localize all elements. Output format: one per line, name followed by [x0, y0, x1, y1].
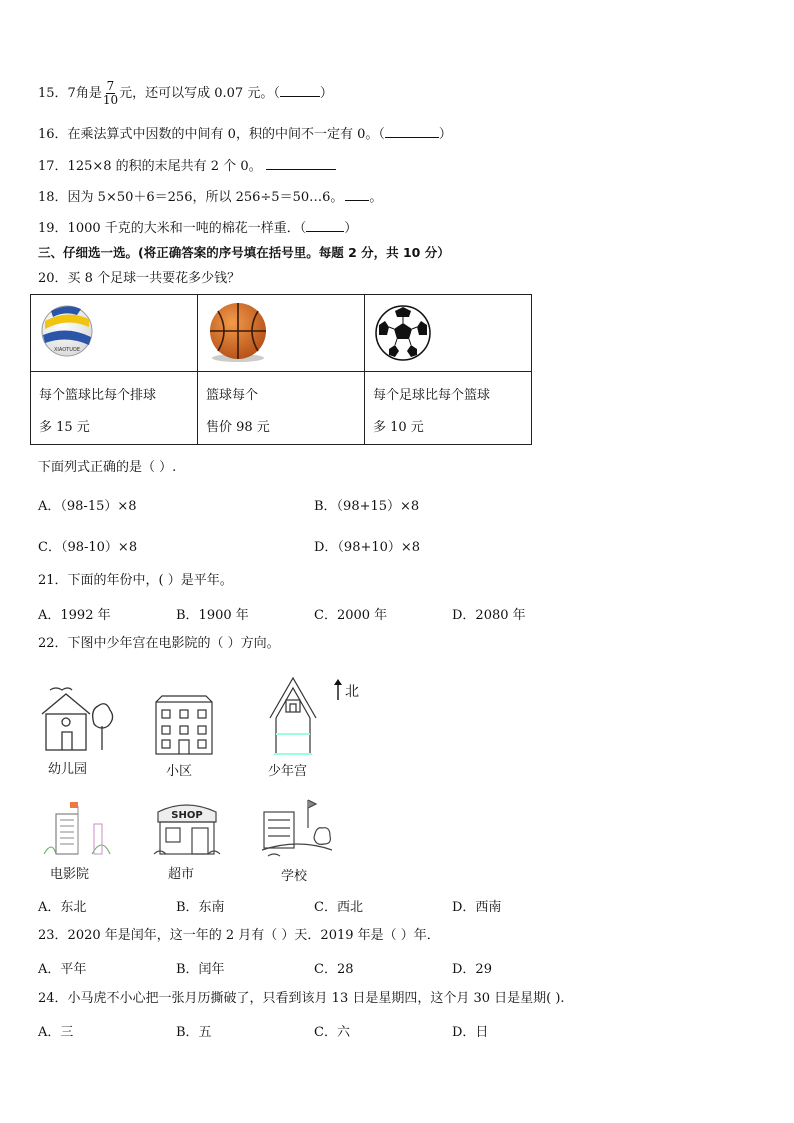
- volleyball-info-line1: 每个篮球比每个排球: [39, 388, 157, 403]
- q23-option-a[interactable]: A．平年: [38, 962, 87, 977]
- basketball-info-line1: 篮球每个: [206, 388, 259, 403]
- basketball-info-line2: 售价 98 元: [206, 420, 270, 435]
- section-3-heading: 三、仔细选一选。(将正确答案的序号填在括号里。每题 2 分，共 10 分）: [38, 245, 450, 260]
- volleyball-cell: [31, 295, 198, 372]
- q20-option-b[interactable]: B．（98+15）×8: [314, 499, 420, 514]
- q15-post: 元，还可以写成 0.07 元。（: [119, 86, 280, 101]
- question-20: 20．买 8 个足球一共要花多少钱？: [38, 271, 241, 286]
- q20-prompt: 下面列式正确的是（ ）.: [38, 460, 177, 475]
- q21-option-a[interactable]: A．1992 年: [38, 608, 111, 623]
- q16-text: 16．在乘法算式中因数的中间有 0，积的中间不一定有 0。（: [38, 127, 385, 142]
- question-19: [38, 218, 357, 238]
- q24-option-d[interactable]: D．日: [452, 1025, 489, 1040]
- place-residential-area: 小区: [166, 764, 193, 779]
- q16-end: ）: [438, 127, 452, 142]
- place-youth-palace: 少年宫: [268, 764, 308, 779]
- football-info-line2: 多 10 元: [373, 420, 424, 435]
- q19-answer-blank[interactable]: [306, 218, 344, 232]
- north-label: 北: [345, 684, 359, 700]
- q15-pre: 7角是: [67, 86, 102, 101]
- q15-end: ）: [319, 86, 333, 101]
- q24-option-b[interactable]: B．五: [176, 1025, 212, 1040]
- football-info: [365, 372, 532, 445]
- basketball-info: [198, 372, 365, 445]
- q20-option-d[interactable]: D．（98+10）×8: [314, 540, 421, 555]
- question-18: [38, 187, 382, 207]
- volleyball-brand-text: XIAOTUOE: [54, 347, 80, 353]
- q17-answer-blank[interactable]: [266, 156, 336, 170]
- volleyball-info-line2: 多 15 元: [39, 420, 90, 435]
- q23-option-b[interactable]: B．闰年: [176, 962, 225, 977]
- q22-option-d[interactable]: D．西南: [452, 900, 502, 915]
- ball-price-table: [30, 294, 532, 445]
- question-24: 24．小马虎不小心把一张月历撕破了，只看到该月 13 日是星期四，这个月 30 日是星期( ).: [38, 991, 565, 1006]
- question-15: [38, 80, 333, 107]
- question-21: 21．下面的年份中，( ）是平年。: [38, 573, 233, 588]
- q18-text: 18．因为 5×50＋6＝256，所以 256÷5＝50…6。: [38, 190, 344, 205]
- q19-text: 19．1000 千克的大米和一吨的棉花一样重．（: [38, 221, 307, 236]
- youth-palace-icon: [266, 674, 320, 758]
- supermarket-icon: [152, 798, 222, 860]
- q22-option-b[interactable]: B．东南: [176, 900, 225, 915]
- q15-number: 15．: [38, 86, 68, 101]
- q16-answer-blank[interactable]: [385, 124, 439, 138]
- q24-option-c[interactable]: C．六: [314, 1025, 350, 1040]
- fraction-numerator: 7: [106, 79, 115, 93]
- football-cell: [365, 295, 532, 372]
- place-supermarket: 超市: [168, 867, 195, 882]
- q20-option-c[interactable]: C．（98-10）×8: [38, 540, 138, 555]
- question-23: 23．2020 年是闰年，这一年的 2 月有（ ）天．2019 年是（ ）年．: [38, 928, 440, 943]
- cinema-icon: [42, 800, 112, 860]
- shop-sign-text: SHOP: [171, 810, 203, 821]
- q20-option-a[interactable]: A．（98-15）×8: [38, 499, 137, 514]
- place-kindergarten: 幼儿园: [48, 762, 88, 777]
- question-16: [38, 124, 452, 144]
- basketball-cell: [198, 295, 365, 372]
- question-22: 22．下图中少年宫在电影院的（ ）方向。: [38, 636, 280, 651]
- q21-option-d[interactable]: D．2080 年: [452, 608, 526, 623]
- q18-end: 。: [369, 190, 383, 205]
- fraction-7-10: [103, 80, 118, 107]
- kindergarten-icon: [36, 684, 116, 754]
- north-arrow-icon: [333, 678, 343, 700]
- football-info-line1: 每个足球比每个篮球: [373, 388, 491, 403]
- q21-option-c[interactable]: C．2000 年: [314, 608, 388, 623]
- fraction-denominator: 10: [102, 93, 119, 107]
- place-cinema: 电影院: [50, 867, 90, 882]
- football-icon: [365, 295, 531, 367]
- school-icon: [260, 798, 338, 860]
- q23-option-c[interactable]: C．28: [314, 962, 354, 977]
- q24-option-a[interactable]: A．三: [38, 1025, 74, 1040]
- residential-area-icon: [154, 694, 216, 756]
- basketball-icon: [198, 295, 364, 367]
- q19-end: ）: [344, 221, 358, 236]
- volleyball-info: [31, 372, 198, 445]
- q18-answer-blank[interactable]: [345, 187, 369, 201]
- q15-answer-blank[interactable]: [280, 83, 320, 97]
- place-school: 学校: [281, 869, 308, 884]
- q21-option-b[interactable]: B．1900 年: [176, 608, 249, 623]
- q22-option-c[interactable]: C．西北: [314, 900, 363, 915]
- volleyball-icon: [31, 295, 197, 367]
- q22-option-a[interactable]: A．东北: [38, 900, 87, 915]
- question-17: [38, 156, 336, 176]
- q23-option-d[interactable]: D．29: [452, 962, 492, 977]
- q17-text: 17．125×8 的积的末尾共有 2 个 0。: [38, 159, 262, 174]
